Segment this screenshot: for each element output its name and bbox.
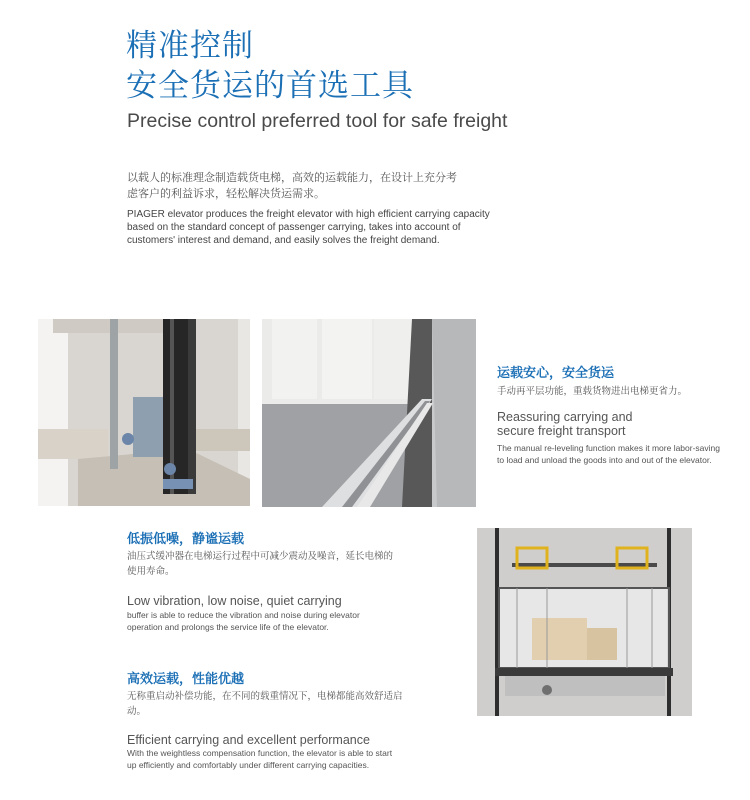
section-1-title: 运载安心，安全货运 (497, 366, 615, 381)
buffer-shaft-image (38, 319, 250, 506)
freight-car-image (477, 528, 692, 716)
subtitle-en: Precise control preferred tool for safe freight (127, 110, 508, 132)
section-1-en-title: Reassuring carrying and secure freight transport (497, 410, 633, 438)
section-2-title: 低振低噪，静谧运载 (127, 532, 245, 547)
section-3-title: 高效运载，性能优越 (127, 672, 245, 687)
section-1-cn: 手动再平层功能，重载货物进出电梯更省力。 (497, 386, 688, 397)
section-2-cn: 油压式缓冲器在电梯运行过程中可减少震动及噪音，延长电梯的使用寿命。 (127, 551, 394, 577)
section-3-en-title: Efficient carrying and excellent performance (127, 733, 370, 747)
section-3-cn: 无称重启动补偿功能，在不同的载重情况下，电梯都能高效舒适启动。 (127, 691, 403, 717)
title-line-2: 安全货运的首选工具 (126, 68, 414, 104)
section-1-en: The manual re-leveling function makes it more labor-saving to load and unload the goods into and out of the elevator. (497, 443, 720, 465)
title-line-1: 精准控制 (126, 28, 254, 64)
section-2-en: buffer is able to reduce the vibration and noise during elevator operation and prolongs the service life of the elevator. (127, 610, 360, 632)
section-3-en: With the weightless compensation function, the elevator is able to start up efficiently and comfortably under different carrying capacities. (127, 748, 393, 770)
intro-en: PIAGER elevator produces the freight elevator with high efficient carrying capacity based on the standard concept of passenger carrying, takes into account of customers' interest and demand, and easily solves the freight demand. (127, 209, 490, 246)
car-floor-image (262, 319, 476, 507)
intro-cn: 以载人的标准理念制造载货电梯，高效的运载能力，在设计上充分考虑客户的利益诉求，轻松解决货运需求。 (127, 171, 457, 200)
section-2-en-title: Low vibration, low noise, quiet carrying (127, 594, 342, 608)
